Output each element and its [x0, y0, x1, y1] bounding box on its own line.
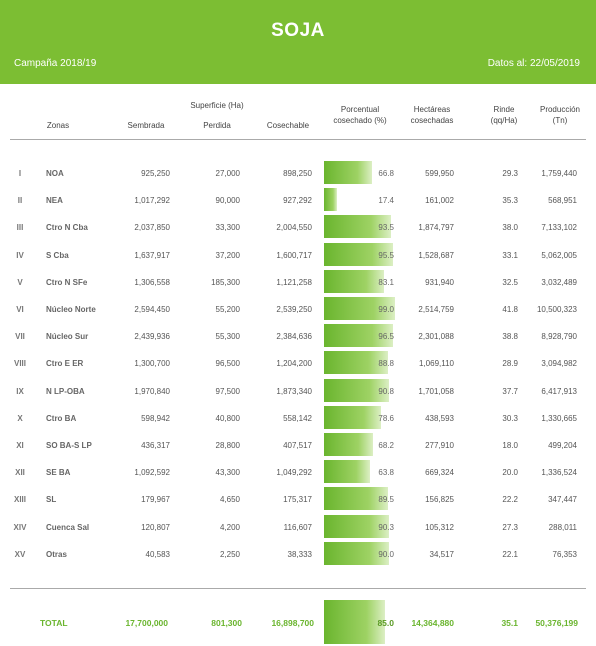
zone-name: Ctro BA — [46, 413, 77, 423]
produccion-value: 10,500,323 — [536, 305, 577, 314]
produccion-value: 3,094,982 — [541, 359, 577, 369]
rinde-value: 27.3 — [502, 522, 518, 532]
zone-number: XIV — [13, 522, 27, 532]
hectareas-value: 1,701,058 — [418, 386, 454, 396]
rinde-value: 30.3 — [502, 413, 518, 423]
rinde-value: 20.0 — [502, 468, 518, 478]
data-date-label: Datos al: 22/05/2019 — [487, 58, 580, 69]
zonas-header: Zonas — [46, 121, 70, 130]
table-row — [0, 486, 596, 513]
zone-name: SO BA-S LP — [46, 441, 92, 450]
cosechable-value: 38,333 — [287, 549, 312, 559]
header-divider — [10, 139, 586, 140]
perdida-value: 96,500 — [215, 359, 240, 369]
table-row — [0, 296, 596, 323]
table-row — [0, 514, 596, 541]
zone-name: SE BA — [46, 468, 71, 478]
hectareas-header-line2: cosechadas — [410, 116, 454, 125]
perdida-value: 90,000 — [215, 196, 240, 206]
zone-number: XII — [15, 468, 25, 478]
produccion-header — [530, 104, 590, 126]
produccion-value: 347,447 — [548, 495, 577, 505]
hectareas-value: 931,940 — [425, 277, 454, 287]
rinde-value: 33.1 — [502, 250, 518, 260]
pct-value: 95.5 — [378, 250, 394, 260]
pct-value: 93.5 — [378, 223, 394, 233]
perdida-value: 55,300 — [215, 332, 240, 342]
produccion-value: 6,417,913 — [541, 386, 577, 396]
cosechable-value: 927,292 — [283, 196, 312, 206]
cosechable-value: 2,004,550 — [276, 223, 312, 233]
hectareas-value: 599,950 — [425, 169, 454, 178]
zone-name: Cuenca Sal — [46, 522, 90, 532]
pct-value: 90.3 — [378, 522, 394, 532]
sembrada-value: 925,250 — [141, 169, 170, 178]
zone-number: XV — [14, 549, 26, 559]
pct-value: 63.8 — [378, 468, 394, 478]
produccion-header-line1: Producción — [539, 105, 581, 114]
zone-number: V — [17, 277, 23, 287]
pct-value: 99.0 — [378, 305, 394, 314]
zone-number: IV — [16, 250, 24, 260]
zone-number: III — [16, 223, 24, 233]
zone-name: NEA — [46, 196, 63, 206]
perdida-value: 4,650 — [219, 495, 240, 505]
rinde-header-line1: Rinde — [493, 105, 515, 114]
pct-value: 17.4 — [378, 196, 394, 206]
rinde-value: 32.5 — [502, 277, 518, 287]
rinde-value: 22.1 — [502, 549, 518, 559]
pct-value: 96.5 — [378, 332, 394, 342]
produccion-value: 3,032,489 — [541, 277, 577, 287]
rinde-value: 22.2 — [502, 495, 518, 505]
superficie-header: Superficie (Ha) — [190, 101, 244, 110]
total-rinde: 35.1 — [501, 618, 518, 628]
hectareas-value: 1,528,687 — [418, 250, 454, 260]
perdida-value: 2,250 — [219, 549, 240, 559]
cosechable-value: 2,539,250 — [276, 305, 312, 314]
cosechable-value: 1,121,258 — [276, 277, 312, 287]
produccion-value: 7,133,102 — [541, 223, 577, 233]
total-hectareas: 14,364,880 — [411, 618, 454, 628]
pct-value: 68.2 — [378, 441, 394, 450]
perdida-value: 37,200 — [215, 250, 240, 260]
zone-number: X — [17, 413, 23, 423]
table-row — [0, 160, 596, 187]
zone-name: SL — [46, 495, 57, 505]
hectareas-value: 1,069,110 — [419, 359, 454, 369]
header-banner — [0, 0, 596, 84]
produccion-header-line2: (Tn) — [552, 116, 568, 125]
zone-number: XI — [16, 441, 24, 450]
table-row — [0, 242, 596, 269]
total-divider — [10, 588, 586, 589]
porcentual-header — [322, 104, 398, 126]
perdida-value: 97,500 — [215, 386, 240, 396]
hectareas-header — [400, 104, 464, 126]
hectareas-value: 2,301,088 — [418, 332, 454, 342]
perdida-value: 4,200 — [219, 522, 240, 532]
hectareas-value: 34,517 — [429, 549, 454, 559]
cosechable-value: 2,384,636 — [276, 332, 312, 342]
pct-value: 89.5 — [378, 495, 394, 505]
sembrada-value: 1,017,292 — [134, 196, 170, 206]
table-row — [0, 405, 596, 432]
zone-name: Ctro E ER — [46, 359, 84, 369]
zone-number: VI — [16, 305, 24, 314]
zone-number: IX — [16, 386, 24, 396]
perdida-value: 28,800 — [215, 441, 240, 450]
produccion-value: 568,951 — [548, 196, 577, 206]
sembrada-value: 1,300,700 — [134, 359, 170, 369]
hectareas-value: 156,825 — [425, 495, 454, 505]
hectareas-header-line1: Hectáreas — [413, 105, 451, 114]
zone-name: Núcleo Norte — [46, 305, 96, 314]
hectareas-value: 1,874,797 — [418, 223, 454, 233]
porcentual-header-line1: Porcentual — [340, 105, 380, 114]
zone-name: Núcleo Sur — [46, 332, 89, 342]
perdida-value: 33,300 — [215, 223, 240, 233]
produccion-value: 1,336,524 — [541, 468, 577, 478]
table-row — [0, 350, 596, 377]
rinde-header — [482, 104, 526, 126]
produccion-value: 76,353 — [552, 549, 577, 559]
porcentual-header-line2: cosechado (%) — [333, 116, 387, 125]
cosechable-value: 116,607 — [283, 522, 312, 532]
total-row — [0, 600, 596, 644]
zone-number: I — [18, 169, 22, 178]
sembrada-value: 179,967 — [141, 495, 170, 505]
total-sembrada: 17,700,000 — [125, 618, 168, 628]
cosechable-value: 1,873,340 — [276, 386, 312, 396]
rinde-value: 28.9 — [502, 359, 518, 369]
rinde-header-line2: (qq/Ha) — [490, 116, 518, 125]
rinde-value: 37.7 — [502, 386, 518, 396]
sembrada-value: 1,970,840 — [134, 386, 170, 396]
cosechable-value: 1,204,200 — [276, 359, 312, 369]
campaign-label: Campaña 2018/19 — [14, 58, 97, 69]
zone-number: II — [17, 196, 23, 206]
rinde-value: 38.0 — [502, 223, 518, 233]
perdida-value: 185,300 — [211, 277, 240, 287]
hectareas-value: 669,324 — [425, 468, 454, 478]
perdida-value: 55,200 — [215, 305, 240, 314]
zone-name: NOA — [46, 169, 64, 178]
total-perdida: 801,300 — [211, 618, 242, 628]
table-row — [0, 459, 596, 486]
sembrada-value: 1,306,558 — [134, 277, 170, 287]
zone-name: Ctro N Cba — [46, 223, 88, 233]
sembrada-value: 2,439,936 — [134, 332, 170, 342]
table-row — [0, 323, 596, 350]
cosechable-value: 1,600,717 — [276, 250, 312, 260]
table-row — [0, 378, 596, 405]
rinde-value: 41.8 — [502, 305, 518, 314]
table-row — [0, 432, 596, 459]
table-row — [0, 187, 596, 214]
cosechable-value: 1,049,292 — [276, 468, 312, 478]
zone-name: S Cba — [46, 250, 69, 260]
rinde-value: 35.3 — [502, 196, 518, 206]
hectareas-value: 438,593 — [425, 413, 454, 423]
sembrada-value: 436,317 — [141, 441, 170, 450]
zone-number: VII — [15, 332, 25, 342]
table-row — [0, 269, 596, 296]
sembrada-value: 2,594,450 — [134, 305, 170, 314]
table-row — [0, 541, 596, 568]
total-produccion: 50,376,199 — [535, 618, 578, 628]
sembrada-value: 598,942 — [141, 413, 170, 423]
pct-value: 88.8 — [378, 359, 394, 369]
hectareas-value: 2,514,759 — [418, 305, 454, 314]
sembrada-header: Sembrada — [127, 121, 165, 130]
pct-value: 90.0 — [378, 549, 394, 559]
produccion-value: 1,330,665 — [541, 413, 577, 423]
page-title: SOJA — [271, 20, 325, 41]
total-pct: 85.0 — [377, 618, 394, 628]
zone-number: VIII — [13, 359, 26, 369]
hectareas-value: 277,910 — [425, 441, 454, 450]
cosechable-value: 898,250 — [283, 169, 312, 178]
hectareas-value: 105,312 — [425, 522, 454, 532]
produccion-value: 288,011 — [548, 522, 577, 532]
total-cosechable: 16,898,700 — [271, 618, 314, 628]
perdida-value: 40,800 — [215, 413, 240, 423]
cosechable-value: 407,517 — [283, 441, 312, 450]
sembrada-value: 40,583 — [145, 549, 170, 559]
perdida-value: 43,300 — [215, 468, 240, 478]
pct-value: 90.8 — [378, 386, 394, 396]
rinde-value: 18.0 — [502, 441, 518, 450]
zone-number: XIII — [13, 495, 26, 505]
sembrada-value: 2,037,850 — [134, 223, 170, 233]
rinde-value: 38.8 — [502, 332, 518, 342]
pct-value: 66.8 — [378, 169, 394, 178]
hectareas-value: 161,002 — [425, 196, 454, 206]
sembrada-value: 120,807 — [141, 522, 170, 532]
pct-value: 78.6 — [378, 413, 394, 423]
perdida-value: 27,000 — [215, 169, 240, 178]
produccion-value: 1,759,440 — [541, 169, 577, 178]
zone-name: N LP-OBA — [46, 386, 85, 396]
sembrada-value: 1,637,917 — [134, 250, 170, 260]
cosechable-value: 558,142 — [283, 413, 312, 423]
pct-value: 83.1 — [378, 277, 394, 287]
cosechable-value: 175,317 — [283, 495, 312, 505]
rinde-value: 29.3 — [502, 169, 518, 178]
total-label: TOTAL — [40, 618, 68, 628]
produccion-value: 8,928,790 — [541, 332, 577, 342]
cosechable-header: Cosechable — [266, 121, 310, 130]
table-row — [0, 214, 596, 241]
produccion-value: 5,062,005 — [541, 250, 577, 260]
produccion-value: 499,204 — [548, 441, 577, 450]
sembrada-value: 1,092,592 — [134, 468, 170, 478]
zone-name: Ctro N SFe — [46, 277, 88, 287]
zone-name: Otras — [46, 549, 67, 559]
perdida-header: Perdida — [203, 121, 231, 130]
